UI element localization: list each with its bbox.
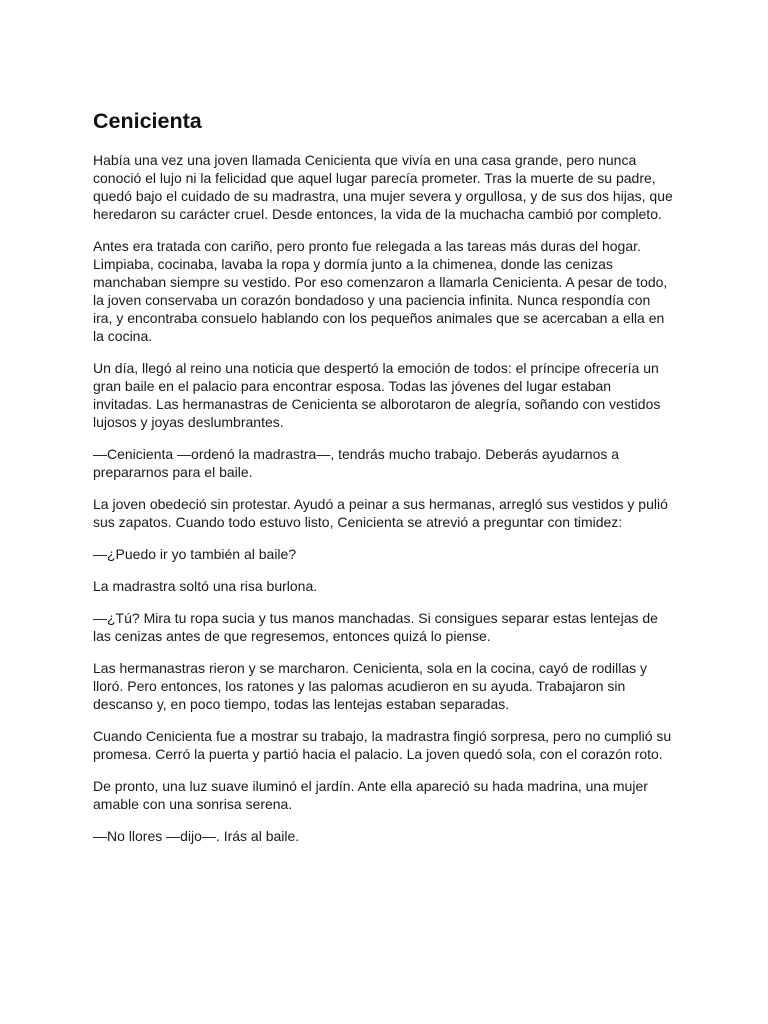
paragraph: Cuando Cenicienta fue a mostrar su trabajo, la madrastra fingió sorpresa, pero no cumplió su promesa. Cerró la puerta y partió hacia el palacio. La joven quedó sola, con el corazón roto. <box>93 728 672 762</box>
paragraph: La madrastra soltó una risa burlona. <box>93 578 318 594</box>
paragraph: La joven obedeció sin protestar. Ayudó a peinar a sus hermanas, arregló sus vestidos y pulió sus zapatos. Cuando todo estuvo listo, Cenicienta se atrevió a preguntar con timidez: <box>93 496 668 530</box>
document-page <box>93 108 673 859</box>
page-title: Cenicienta <box>93 109 202 133</box>
paragraph: —¿Puedo ir yo también al baile? <box>93 546 297 562</box>
paragraph: Las hermanastras rieron y se marcharon. Cenicienta, sola en la cocina, cayó de rodillas y lloró. Pero entonces, los ratones y las palomas acudieron en su ayuda. Trabajaron sin descanso y, en poco tiempo, todas las lentejas estaban separadas. <box>93 660 648 712</box>
paragraph: Había una vez una joven llamada Cenicienta que vivía en una casa grande, pero nunca conoció el lujo ni la felicidad que aquel lugar parecía prometer. Tras la muerte de su padre, quedó bajo el cuidado de su madrastra, una mujer severa y orgullosa, y de sus dos hijas, que heredaron su carácter cruel. Desde entonces, la vida de la muchacha cambió por completo. <box>93 152 673 222</box>
paragraph: Antes era tratada con cariño, pero pronto fue relegada a las tareas más duras del hogar. Limpiaba, cocinaba, lavaba la ropa y dormía junto a la chimenea, donde las cenizas manchaban siempre su vestido. Por eso comenzaron a llamarla Cenicienta. A pesar de todo, la joven conservaba un corazón bondadoso y una paciencia infinita. Nunca respondía con ira, y encontraba consuelo hablando con los pequeños animales que se acercaban a ella en la cocina. <box>93 238 668 344</box>
paragraph: Un día, llegó al reino una noticia que despertó la emoción de todos: el príncipe ofrecería un gran baile en el palacio para encontrar esposa. Todas las jóvenes del lugar estaban invitadas. Las hermanastras de Cenicienta se alborotaron de alegría, soñando con vestidos lujosos y joyas deslumbrantes. <box>93 360 661 430</box>
paragraph: De pronto, una luz suave iluminó el jardín. Ante ella apareció su hada madrina, una mujer amable con una sonrisa serena. <box>93 778 648 812</box>
paragraph: —¿Tú? Mira tu ropa sucia y tus manos manchadas. Si consigues separar estas lentejas de las cenizas antes de que regresemos, entonces quizá lo piense. <box>93 610 658 644</box>
paragraph: —No llores —dijo—. Irás al baile. <box>93 828 300 844</box>
paragraph: —Cenicienta —ordenó la madrastra—, tendrás mucho trabajo. Deberás ayudarnos a prepararnos para el baile. <box>93 446 620 480</box>
